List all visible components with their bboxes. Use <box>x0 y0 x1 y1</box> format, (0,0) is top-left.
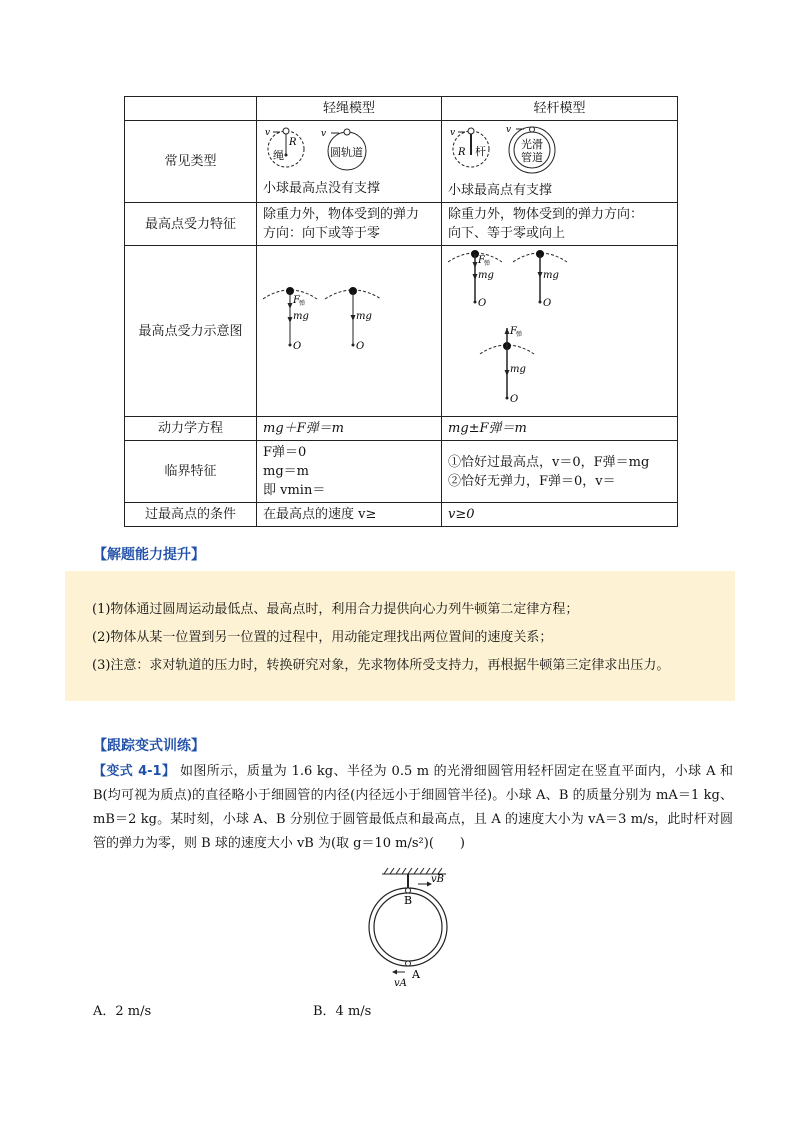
table-header-row <box>125 97 678 121</box>
rope-ball <box>283 128 289 134</box>
rod-label: 杆 <box>475 145 486 158</box>
rod-critical-line-1: ①恰好过最高点，v＝0，F弹＝mg <box>448 454 650 470</box>
tube-label-2: 管道 <box>521 151 543 164</box>
row-label-condition: 过最高点的条件 <box>125 503 257 527</box>
rope-r-label: R <box>289 137 297 148</box>
tube-v-label: v <box>506 125 512 135</box>
cell-rod-diagram <box>442 246 678 417</box>
rope-f-label-1: F <box>293 295 300 306</box>
rope-mg-label-2: mg <box>356 311 372 322</box>
vb-label: vB <box>431 874 444 885</box>
option-a[interactable]: A．2 m/s <box>93 1004 152 1019</box>
cell-rod-types <box>442 121 678 203</box>
rod-o-label-3: O <box>510 394 519 405</box>
rod-r-label: R <box>458 147 466 158</box>
rope-mg-arrow-2 <box>351 315 356 321</box>
rope-o-label-2: O <box>356 341 365 352</box>
rope-center-1 <box>289 344 292 347</box>
rod-f-sub-3: 弹 <box>516 331 523 338</box>
va-arrow-head <box>392 970 397 975</box>
rod-mg-label-3: mg <box>510 364 526 375</box>
comparison-table <box>124 96 678 527</box>
rod-center-1 <box>474 301 477 304</box>
row-dynamics <box>125 417 678 441</box>
rod-force-line-1: 除重力外，物体受到的弹力方向： <box>448 207 644 222</box>
track-label: 圆轨道 <box>330 146 363 159</box>
exercise-text: 如图所示，质量为 1.6 kg、半径为 0.5 m 的光滑细圆管用轻杆固定在竖直平面内，小球 A 和B(均可视为质点)的直径略小于细圆管的内径(内径远小于细圆管半径)。小球 A、B 的质量分别为 mA＝1 kg、mB＝2 kg。某时刻，小球 A、B 分别位于圆管最低点和最高点，且 A 的速度大小为 vA＝3 m/s，此时杆对圆管的弹力为零，则 B 球的速度大小 vB 为(取 g＝10 m/s²)( ) <box>93 764 733 851</box>
rope-f-sub-1: 弹 <box>299 300 306 307</box>
row-condition <box>125 503 678 527</box>
tip-item-3: (3)注意：求对轨道的压力时，转换研究对象，先求物体所受支持力，再根据牛顿第三定律求出压力。 <box>92 658 670 673</box>
training-title: 【跟踪变式训练】 <box>93 738 205 754</box>
rod-mg-arrow-3 <box>505 370 510 376</box>
rod-f-label-1: F <box>478 255 485 266</box>
row-label-diagram: 最高点受力示意图 <box>125 246 257 417</box>
cell-rod-dynamics: mg±F弹＝m <box>442 417 678 441</box>
cell-rope-diagram <box>257 246 442 417</box>
tip-item-2: (2)物体从某一位置到另一位置的过程中，用动能定理找出两位置间的速度关系； <box>92 630 553 645</box>
rope-mg-label-1: mg <box>293 311 309 322</box>
rope-force-line-1: 除重力外，物体受到的弹力 <box>263 207 420 222</box>
header-rod-model: 轻杆模型 <box>442 97 678 121</box>
option-b[interactable]: B．4 m/s <box>313 1004 372 1019</box>
tip-item-1: (1)物体通过圆周运动最低点、最高点时，利用合力提供向心力列牛顿第二定律方程； <box>92 602 579 617</box>
rod-critical-line-2: ②恰好无弹力，F弹＝0，v＝ <box>448 473 616 489</box>
tube-label-1: 光滑 <box>521 138 543 151</box>
rod-types-figure <box>448 123 628 175</box>
exercise-problem <box>93 760 733 856</box>
rod-center-2 <box>539 301 542 304</box>
rod-o-label-2: O <box>543 298 552 309</box>
cell-rod-force <box>442 203 678 246</box>
rod-mg-label-2: mg <box>543 270 559 281</box>
cell-rope-condition: 在最高点的速度 v≥ <box>257 503 442 527</box>
rope-force-diagram <box>263 283 423 373</box>
rope-types-figure <box>263 125 443 173</box>
b-label: B <box>404 894 413 907</box>
rod-v-label: v <box>450 128 456 138</box>
cell-rope-types <box>257 121 442 203</box>
rod-force-diagram <box>448 248 668 408</box>
rod-o-label-1: O <box>478 298 487 309</box>
rope-f-arrow-1 <box>288 303 293 309</box>
rod-types-caption: 小球最高点有支撑 <box>448 183 553 198</box>
row-label-force: 最高点受力特征 <box>125 203 257 246</box>
header-blank <box>125 97 257 121</box>
rope-critical-line-1: F弹＝0 <box>263 445 307 460</box>
cell-rope-critical <box>257 441 442 503</box>
row-label-critical: 临界特征 <box>125 441 257 503</box>
rod-ball <box>468 128 474 134</box>
rope-label: 绳 <box>273 149 284 162</box>
row-common-types <box>125 121 678 203</box>
rod-f-arrow-3 <box>505 328 510 334</box>
track-v-label: v <box>321 129 327 139</box>
row-force-diagram <box>125 246 678 417</box>
row-critical <box>125 441 678 503</box>
rope-types-caption: 小球最高点没有支撑 <box>263 181 381 196</box>
exercise-tag: 【变式 4-1】 <box>93 764 176 779</box>
rod-mg-arrow-2 <box>538 272 543 278</box>
row-label-types: 常见类型 <box>125 121 257 203</box>
tips-box <box>65 571 735 701</box>
rod-f-arrow-1 <box>473 262 478 268</box>
tips-title: 【解题能力提升】 <box>93 547 205 563</box>
rod-center-3 <box>506 397 509 400</box>
rope-v-label: v <box>265 128 271 138</box>
rope-o-label-1: O <box>293 341 302 352</box>
row-label-dynamics: 动力学方程 <box>125 417 257 441</box>
rope-critical-line-3: 即 vmin＝ <box>263 483 326 498</box>
cell-rod-condition: v≥0 <box>442 503 678 527</box>
cell-rope-dynamics: mg＋F弹＝m <box>257 417 442 441</box>
rope-critical-line-2: mg＝m <box>263 464 309 479</box>
rod-force-line-2: 向下、等于零或向上 <box>448 226 566 241</box>
ball-b <box>406 888 411 893</box>
rope-force-line-2: 方向：向下或等于零 <box>263 226 381 241</box>
ball-a <box>406 961 411 966</box>
cell-rope-force <box>257 203 442 246</box>
track-ball <box>344 129 350 135</box>
rod-f-sub-1: 弹 <box>484 260 491 267</box>
a-label: A <box>412 968 420 981</box>
row-force-feature <box>125 203 678 246</box>
rod-f-label-3: F <box>510 326 517 337</box>
tube-ball <box>530 127 535 132</box>
cell-rod-critical <box>442 441 678 503</box>
tube-figure <box>360 862 470 992</box>
rope-pivot <box>285 154 288 157</box>
rod-mg-label-1: mg <box>478 270 494 281</box>
va-label: vA <box>394 978 407 989</box>
rope-mg-arrow-1 <box>288 317 293 323</box>
header-rope-model: 轻绳模型 <box>257 97 442 121</box>
rope-center-2 <box>352 344 355 347</box>
rod-mg-arrow-1 <box>473 274 478 280</box>
